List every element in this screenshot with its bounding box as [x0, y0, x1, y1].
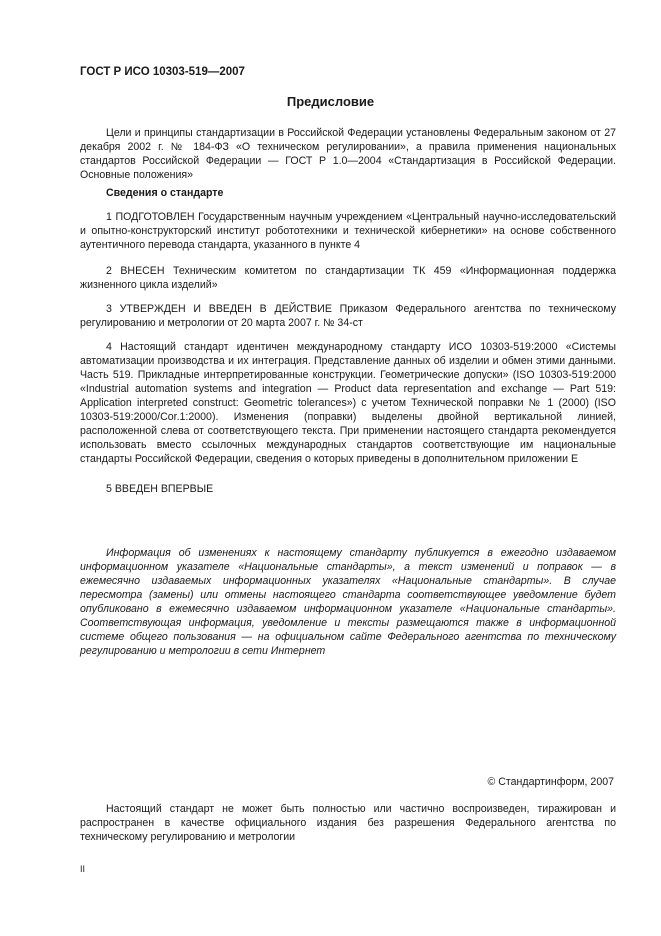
list-item: 3 УТВЕРЖДЕН И ВВЕДЕН В ДЕЙСТВИЕ Приказом Федерального агентства по техническому регулированию и метрологии от 20 марта 2007 г. № 34-ст [80, 303, 616, 329]
list-item: 2 ВНЕСЕН Техническим комитетом по стандартизации ТК 459 «Информационная поддержка жизненного цикла изделий» [80, 265, 616, 291]
info-heading: Сведения о стандарте [106, 187, 224, 199]
page-title: Предисловие [286, 94, 375, 109]
list-item: 5 ВВЕДЕН ВПЕРВЫЕ [106, 483, 214, 495]
list-item: 1 ПОДГОТОВЛЕН Государственным научным учреждением «Центральный научно-исследовательский и опытно-конструкторский институт робототехники и технической кибернетики» на основе собственного аутентичного перевода стандарта, указанного в пункте 4 [80, 211, 616, 251]
amendments-notice: Информация об изменениях к настоящему стандарту публикуется в ежегодно издаваемом информационном указателе «Национальные стандарты», а текст изменений и поправок — в ежемесячно издаваемых информационных указателях «Национальные стандарты». В случае пересмотра (замены) или отмены настоящего стандарта соответствующее уведомление будет опубликовано в ежемесячно издаваемом информационном указателе «Национальные стандарты». Соответствующая информация, уведомление и тексты размещаются также в информационной системе общего пользования — на официальном сайте Федерального агентства по техническому регулированию и метрологии в сети Интернет [80, 547, 616, 657]
reproduction-notice: Настоящий стандарт не может быть полностью или частично воспроизведен, тиражирован и распространен в качестве официального издания без разрешения Федерального агентства по техническому регулированию и метрологии [80, 803, 616, 843]
intro-paragraph: Цели и принципы стандартизации в Российской Федерации установлены Федеральным законом от 27 декабря 2002 г. № 184-ФЗ «О техническом регулировании», а правила применения национальных стандартов Российской Федерации — ГОСТ Р 1.0—2004 «Стандартизация в Российской Федерации. Основные положения» [80, 127, 616, 181]
standard-code-header: ГОСТ Р ИСО 10303-519—2007 [80, 66, 245, 78]
page-number: II [80, 864, 86, 874]
copyright-line: © Стандартинформ, 2007 [487, 776, 614, 788]
list-item: 4 Настоящий стандарт идентичен международному стандарту ИСО 10303-519:2000 «Системы автоматизации производства и их интеграция. Представление данных об изделии и обмен этими данными. Часть 519. Прикладные интерпретированные конструкции. Геометрические допуски» (ISO 10303-519:2000 «Industrial automation systems and integration — Product data representation and exchange — Part 519: Application interpreted construct: Geometric tolerances») с учетом Технической поправки № 1 (2000) (ISO 10303-519:2000/Cor.1:2000). Изменения (поправки) выделены двойной вертикальной линией, расположенной слева от соответствующего текста. При применении настоящего стандарта рекомендуется использовать вместо ссылочных международных стандартов соответствующие им национальные стандарты Российской Федерации, сведения о которых приведены в дополнительном приложении Е [80, 341, 616, 465]
